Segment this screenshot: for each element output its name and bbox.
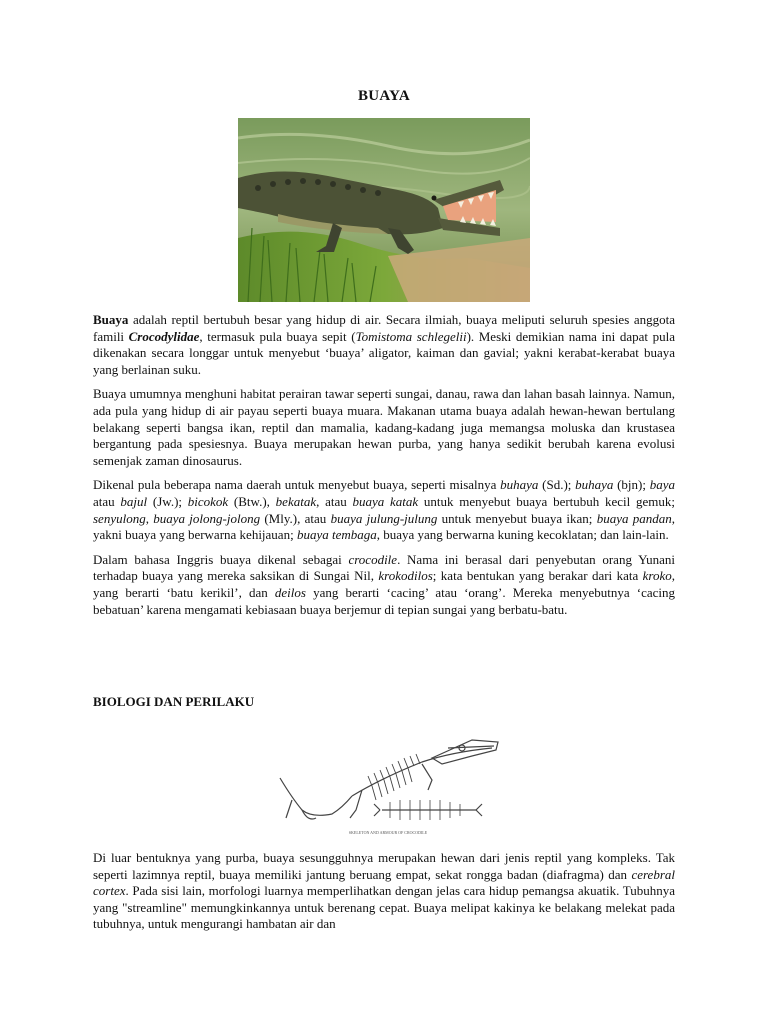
text-segment: atau: [93, 493, 121, 509]
text-segment: buaya pandan: [596, 510, 672, 526]
text-segment: Dikenal pula beberapa nama daerah untuk menyebut buaya, seperti misalnya: [93, 477, 501, 493]
paragraph-3: [93, 477, 675, 543]
text-segment: , atau: [316, 493, 353, 509]
text-segment: ,: [145, 510, 154, 526]
text-segment: buaya jolong-jolong: [153, 510, 261, 526]
text-segment: untuk menyebut buaya ikan;: [437, 510, 597, 526]
paragraph-1: [93, 312, 675, 378]
text-segment: untuk menyebut buaya bertubuh kecil gemuk;: [418, 493, 676, 509]
text-segment: cerebral cortex: [93, 866, 675, 899]
crocodile-photo: [238, 118, 530, 302]
text-segment: adalah reptil bertubuh besar yang hidup di air. Secara ilmiah, buaya meliputi seluruh spesies anggota famili: [93, 312, 675, 344]
text-segment: Crocodylidae: [128, 328, 200, 344]
paragraph-4: [93, 552, 675, 618]
text-segment: , termasuk pula buaya sepit (: [199, 328, 356, 344]
text-segment: senyulong: [93, 510, 146, 526]
text-segment: bekatak: [275, 493, 317, 509]
paragraph-5: [93, 850, 675, 933]
text-segment: , yakni buaya yang berwarna kehijauan;: [93, 510, 676, 543]
text-segment: bajul: [120, 493, 148, 509]
text-segment: Dalam bahasa Inggris buaya dikenal sebagai: [93, 551, 349, 567]
text-segment: (Jw.);: [147, 493, 188, 509]
text-segment: buaya katak: [352, 493, 419, 509]
text-segment: , yang berarti ‘batu kerikil’, dan: [93, 568, 675, 600]
text-segment: Buaya: [93, 312, 129, 327]
paragraph-2: [93, 386, 675, 469]
intro-text: [93, 312, 675, 626]
text-segment: deilos: [274, 584, 306, 600]
text-segment: buaya tembaga: [296, 527, 377, 543]
text-segment: ; kata bentukan yang berakar dari kata: [432, 568, 643, 584]
text-segment: (Mly.), atau: [260, 510, 331, 526]
text-segment: crocodile: [348, 551, 398, 567]
crocodile-skeleton-illustration: [272, 718, 504, 838]
text-segment: yang berarti ‘cacing’ atau ‘orang’. Mereka menyebutnya ‘cacing bebatuan’ karena mengamati kebiasaan buaya berjemur di tepian sungai yang berbatu-batu.: [93, 584, 676, 617]
text-segment: . Pada sisi lain, morfologi luarnya memperlihatkan dengan jelas cara hidup pemangsa akuatik. Tubuhnya yang "streamline" memungkinkannya untuk berenang cepat. Buaya melipat kakinya ke belakang melekat pada tubuhnya, untuk mengurangi hambatan air dan: [93, 883, 675, 932]
text-segment: buhaya: [500, 477, 539, 493]
text-segment: , buaya yang berwarna kuning kecoklatan; dan lain-lain.: [376, 527, 669, 543]
text-segment: Tomistoma schlegelii: [355, 328, 467, 344]
text-segment: bicokok: [187, 493, 229, 509]
document-title: BUAYA: [357, 88, 411, 104]
text-segment: baya: [649, 477, 675, 493]
text-segment: krokodilos: [378, 568, 433, 584]
figure-caption: SKELETON AND ARMOUR OF CROCODILE: [348, 830, 428, 835]
text-segment: (bjn);: [613, 477, 650, 493]
text-segment: (Sd.);: [538, 477, 576, 493]
text-segment: buaya julung-julung: [330, 510, 438, 526]
text-segment: (Btw.),: [228, 493, 276, 509]
text-segment: ). Meski demikian nama ini dapat pula dikenakan secara longgar untuk menyebut ‘buaya’ aligator, kaiman dan gavial; yakni kerabat-kerabat buaya yang berlainan suku.: [93, 328, 675, 377]
text-segment: . Nama ini berasal dari penyebutan orang Yunani terhadap buaya yang mereka saksikan di Sungai Nil,: [93, 551, 676, 584]
text-segment: Di luar bentuknya yang purba, buaya sesungguhnya merupakan hewan dari jenis reptil yang kompleks. Tak seperti lazimnya reptil, buaya memiliki jantung beruang empat, sekat rongga badan (diafragma) dan: [93, 850, 675, 882]
text-segment: buhaya: [575, 477, 614, 493]
text-segment: kroko: [642, 568, 672, 584]
text-segment: Buaya umumnya menghuni habitat perairan tawar seperti sungai, danau, rawa dan lahan basah lainnya. Namun, ada pula yang hidup di air payau seperti buaya muara. Makanan utama buaya adalah hewan-hewan bertulang belakang seperti bangsa ikan, reptil dan mamalia, kadang-kadang juga memangsa moluska dan krustasea bergantung pada spesiesnya. Buaya merupakan hewan purba, yang hanya sedikit berubah karena evolusi semenjak zaman dinosaurus.: [93, 386, 675, 468]
section-heading: BIOLOGI DAN PERILAKU: [93, 694, 255, 709]
biology-text: [93, 850, 675, 941]
